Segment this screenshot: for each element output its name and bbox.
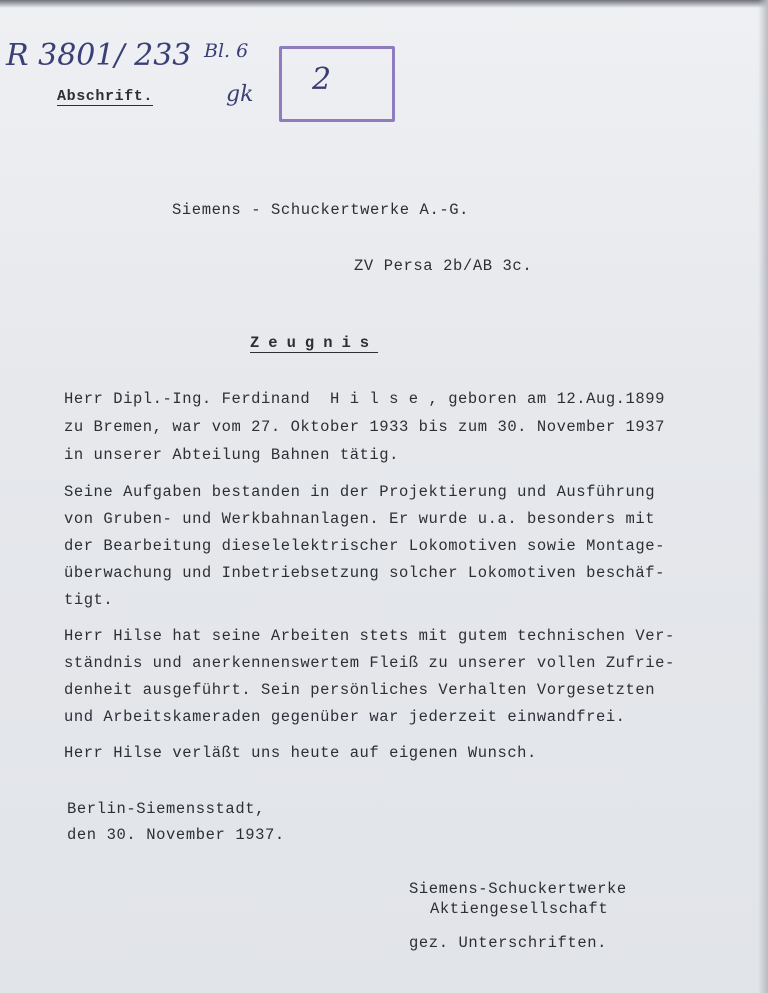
department-reference: ZV Persa 2b/AB 3c. xyxy=(354,257,533,275)
document-title: Zeugnis xyxy=(250,334,379,352)
abschrift-label: Abschrift. xyxy=(57,88,154,105)
page-right-edge xyxy=(758,0,768,993)
archive-stamp-box xyxy=(279,46,395,122)
paragraph-line: Herr Hilse verläßt uns heute auf eigenen Wunsch. xyxy=(64,744,537,762)
paragraph-line: ständnis und anerkennenswertem Fleiß zu unserer vollen Zufrie- xyxy=(64,654,675,672)
paragraph-line: in unserer Abteilung Bahnen tätig. xyxy=(64,446,399,464)
signature-company: Siemens-Schuckertwerke xyxy=(409,880,627,898)
paragraph-line: Herr Dipl.-Ing. Ferdinand H i l s e , geboren am 12.Aug.1899 xyxy=(64,390,665,408)
handwritten-note-top: Bl. 6 xyxy=(204,40,249,62)
paragraph-line: denheit ausgeführt. Sein persönliches Verhalten Vorgesetzten xyxy=(64,681,656,699)
signature-signed: gez. Unterschriften. xyxy=(409,934,608,952)
date-line: den 30. November 1937. xyxy=(67,826,285,844)
paragraph-line: der Bearbeitung dieselelektrischer Lokomotiven sowie Montage- xyxy=(64,537,665,555)
paragraph-line: überwachung und Inbetriebsetzung solcher Lokomotiven beschäf- xyxy=(64,564,665,582)
company-header: Siemens - Schuckertwerke A.-G. xyxy=(172,201,470,219)
paragraph-line: Seine Aufgaben bestanden in der Projektierung und Ausführung xyxy=(64,483,656,501)
handwritten-note-bottom: gk xyxy=(226,82,254,107)
paragraph-line: zu Bremen, war vom 27. Oktober 1933 bis zum 30. November 1937 xyxy=(64,418,665,436)
paragraph-line: und Arbeitskameraden gegenüber war jederzeit einwandfrei. xyxy=(64,708,626,726)
signature-company-form: Aktiengesellschaft xyxy=(430,900,609,918)
paragraph-line: Herr Hilse hat seine Arbeiten stets mit gutem technischen Ver- xyxy=(64,627,675,645)
handwritten-file-ref: R 3801/ 233 xyxy=(6,38,192,73)
page-top-edge xyxy=(0,0,768,8)
paragraph-line: von Gruben- und Werkbahnanlagen. Er wurde u.a. besonders mit xyxy=(64,510,656,528)
paragraph-line: tigt. xyxy=(64,591,114,609)
place-line: Berlin-Siemensstadt, xyxy=(67,800,266,818)
stamp-number: 2 xyxy=(312,62,332,97)
